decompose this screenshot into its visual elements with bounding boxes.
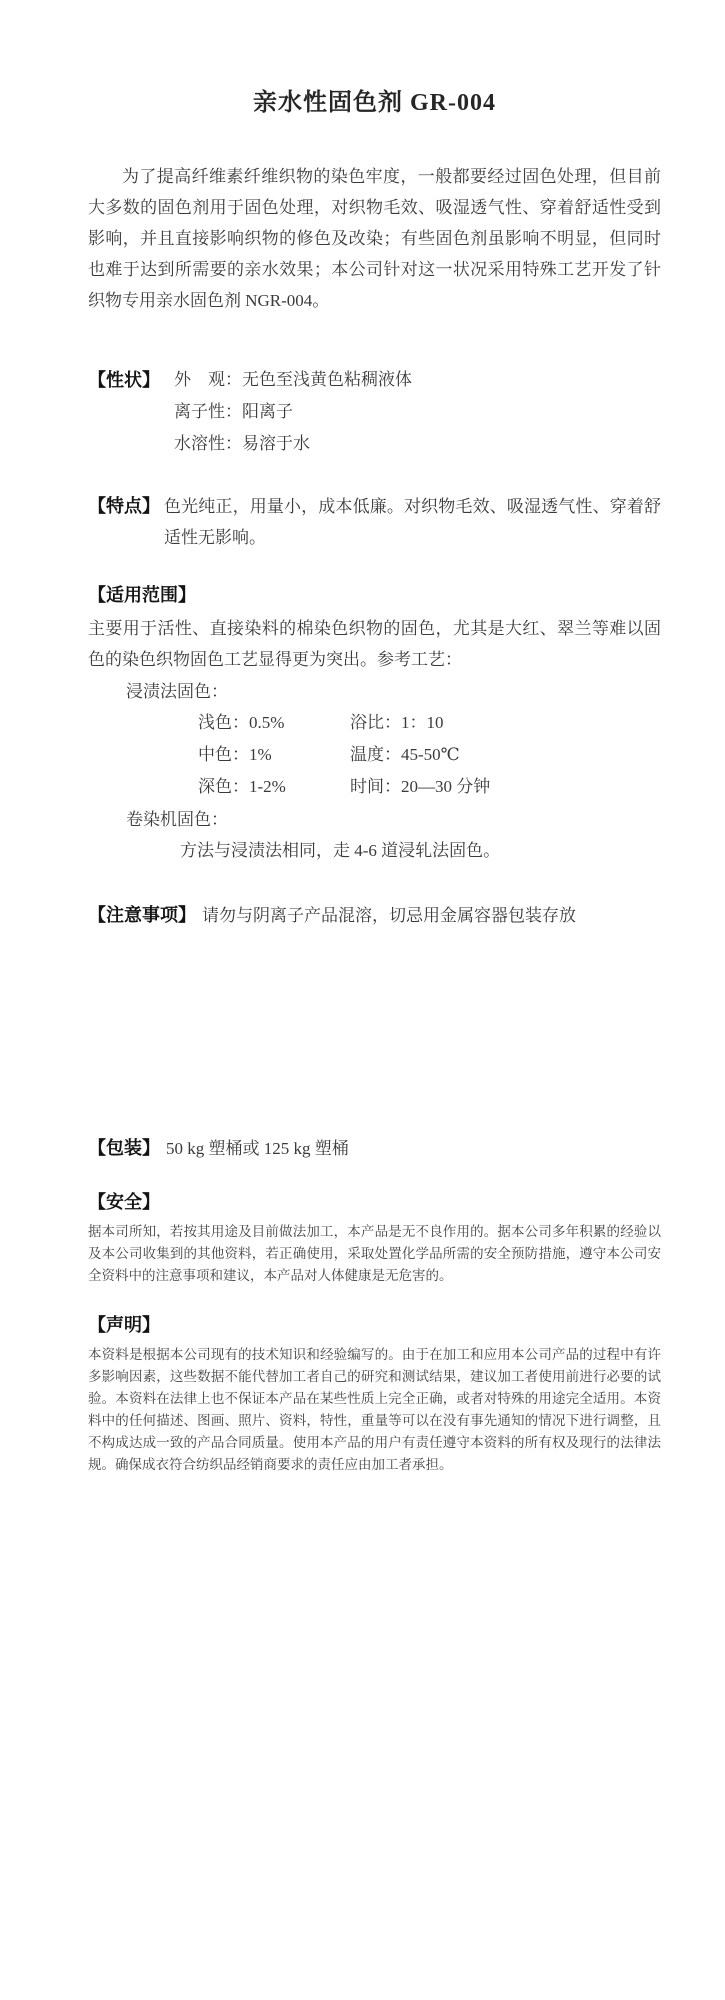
section-properties [88,364,661,460]
dipping-light-color: 浅色：0.5% [198,713,285,732]
table-row [198,739,661,771]
section-safety [88,1188,661,1287]
precautions-text: 请勿与阴离子产品混溶，切忌用金属容器包装存放 [202,906,576,925]
property-ionicity: 离子性：阳离子 [174,402,293,421]
section-scope [88,580,661,866]
section-properties-label: 【性状】 [88,370,160,390]
section-packaging-label: 【包装】 [88,1138,160,1158]
section-features-label: 【特点】 [88,496,160,516]
safety-text: 据本司所知，若按其用途及目前做法加工，本产品是无不良作用的。据本公司多年积累的经验以及本公司收集到的其他资料，若正确使用，采取处置化学品所需的安全预防措施，遵守本公司安全资料中的注意事项和建议，本产品对人体健康是无危害的。 [88,1224,661,1283]
dipping-dark-color: 深色：1-2% [198,777,286,796]
section-disclaimer [88,1311,661,1476]
table-row [198,707,661,739]
scope-text: 主要用于活性、直接染料的棉染色织物的固色，尤其是大红、翠兰等难以固色的染色织物固色工艺显得更为突出。参考工艺： [88,619,661,669]
property-appearance: 外 观：无色至浅黄色粘稠液体 [174,370,412,389]
dipping-temperature: 温度：45-50℃ [350,745,460,764]
section-scope-label: 【适用范围】 [88,585,196,605]
section-precautions [88,900,661,931]
section-disclaimer-label: 【声明】 [88,1315,160,1335]
section-packaging [88,1133,661,1164]
dipping-method-heading: 浸渍法固色： [126,682,228,701]
dipping-parameters-table [198,707,661,803]
features-text: 色光纯正，用量小，成本低廉。对织物毛效、吸湿透气性、穿着舒适性无影响。 [164,497,661,547]
dipping-time: 时间：20—30 分钟 [350,777,491,796]
properties-list [174,364,412,460]
dipping-medium-color: 中色：1% [198,745,272,764]
section-safety-label: 【安全】 [88,1192,160,1212]
disclaimer-text: 本资料是根据本公司现有的技术知识和经验编写的。由于在加工和应用本公司产品的过程中有许多影响因素，这些数据不能代替加工者自己的研究和测试结果，建议加工者使用前进行必要的试验。本资料在法律上也不保证本产品在某些性质上完全正确，或者对特殊的用途完全适用。本资料中的任何描述、图画、照片、资料，特性，重量等可以在没有事先通知的情况下进行调整，且不构成达成一致的产品合同质量。使用本产品的用户有责任遵守本资料的所有权及现行的法律法规。确保成衣符合纺织品经销商要求的责任应由加工者承担。 [88,1347,661,1472]
page-title: 亲水性固色剂 GR-004 [253,90,496,116]
section-precautions-label: 【注意事项】 [88,905,196,925]
property-water-solubility: 水溶性：易溶于水 [174,434,310,453]
packaging-text: 50 kg 塑桶或 125 kg 塑桶 [166,1139,349,1158]
table-row [198,771,661,803]
dipping-liquor-ratio: 浴比：1：10 [350,713,444,732]
jigger-method-heading: 卷染机固色： [126,810,228,829]
jigger-method-text: 方法与浸渍法相同，走 4-6 道浸轧法固色。 [180,841,501,860]
section-features [88,491,661,553]
intro-paragraph: 为了提高纤维素纤维织物的染色牢度，一般都要经过固色处理，但目前大多数的固色剂用于固色处理，对织物毛效、吸湿透气性、穿着舒适性受到影响，并且直接影响织物的修色及改染；有些固色剂虽影响不明显，但同时也难于达到所需要的亲水效果；本公司针对这一状况采用特殊工艺开发了针织物专用亲水固色剂 NGR-004。 [88,167,661,310]
